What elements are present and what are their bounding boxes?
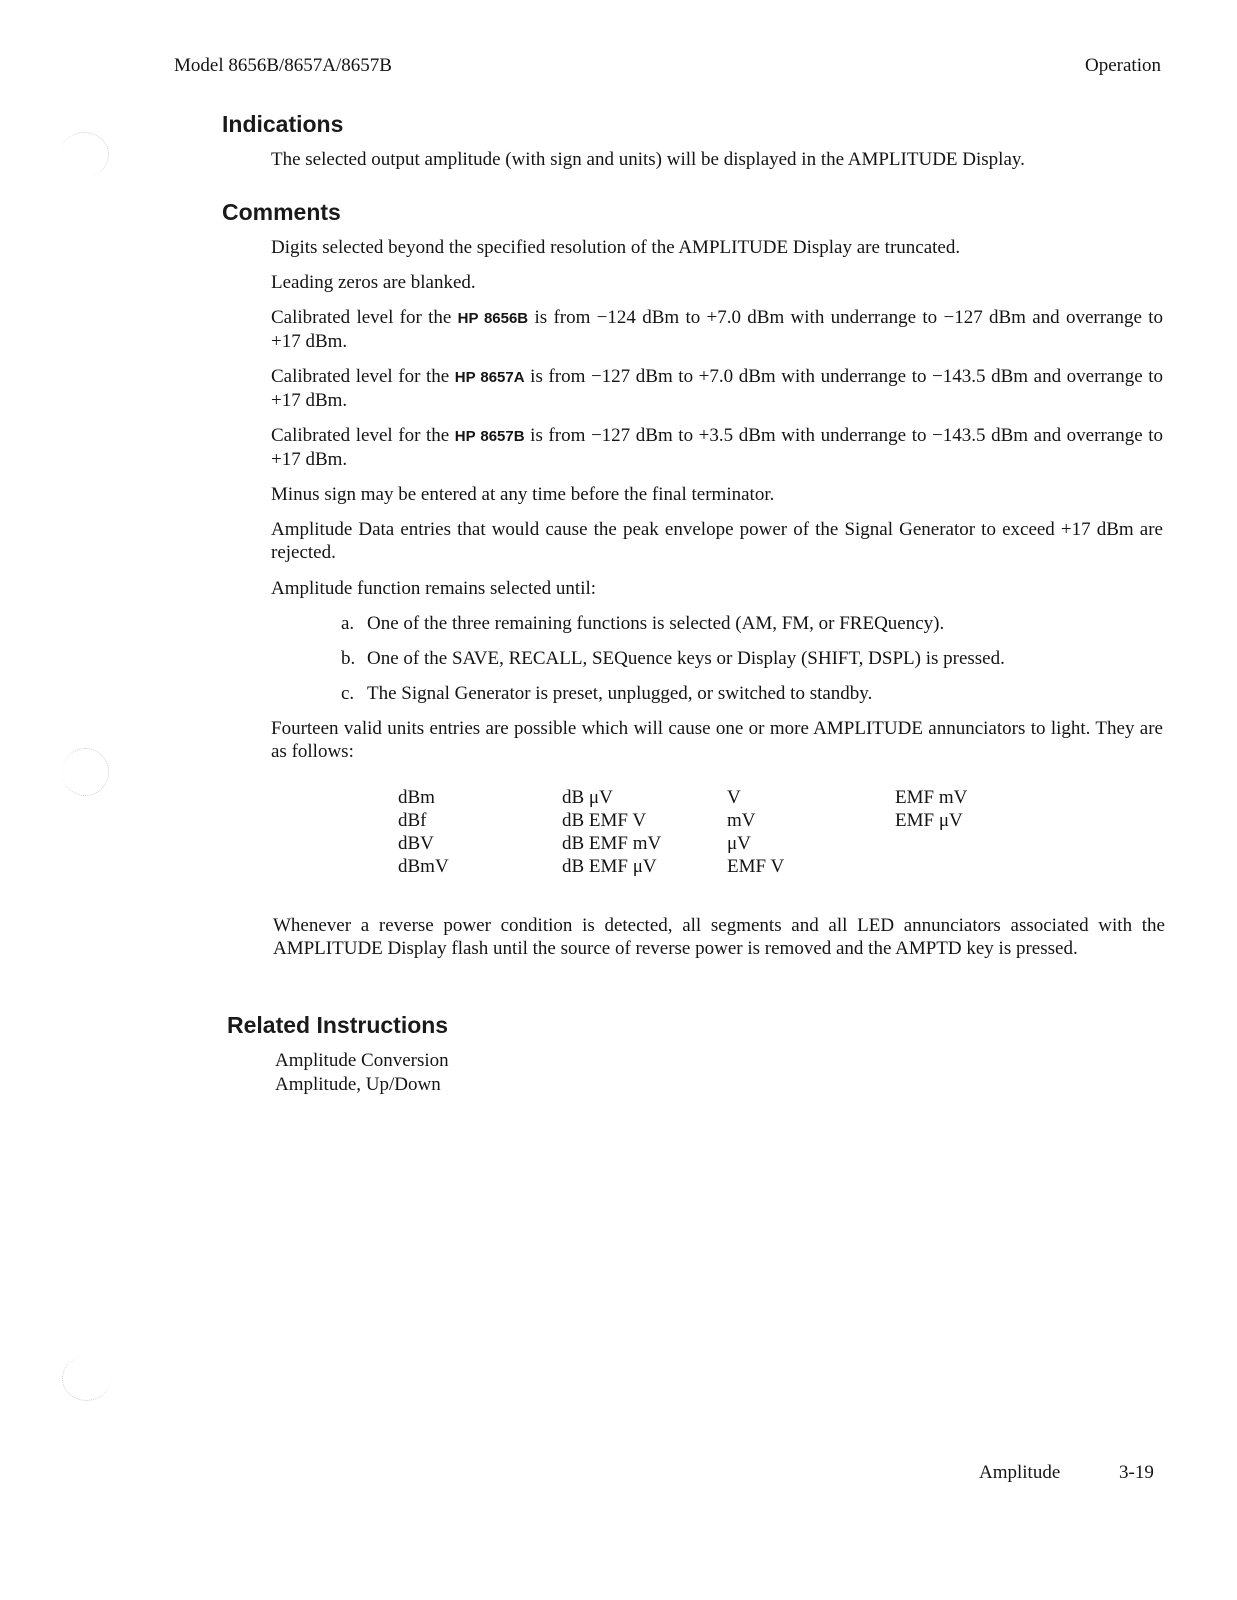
comment-cal-8656b <box>271 306 1163 353</box>
unit-entry: dBV <box>398 833 434 854</box>
list-letter: a. <box>341 613 355 634</box>
comment-minus-sign: Minus sign may be entered at any time before the final terminator. <box>271 484 775 505</box>
list-item <box>341 647 1005 670</box>
unit-entry: EMF mV <box>895 787 968 808</box>
list-item <box>341 682 872 705</box>
hole-shadow-middle <box>62 748 109 796</box>
unit-entry: dBmV <box>398 856 449 877</box>
comment-units-intro: Fourteen valid units entries are possible which will cause one or more AMPLITUDE annunciators to light. They are as follows: <box>271 718 1163 762</box>
unit-entry: EMF V <box>727 856 785 877</box>
list-letter: b. <box>341 648 356 669</box>
related-item: Amplitude, Up/Down <box>275 1074 441 1095</box>
unit-entry: dB EMF μV <box>562 856 657 877</box>
model-8657b: HP 8657B <box>454 428 525 445</box>
cal-prefix: Calibrated level for the <box>271 425 450 446</box>
cal-8657b-range: is from −127 dBm to +3.5 dBm with underrange to −143.5 dBm and overrange to +17 dBm. <box>271 425 1164 470</box>
unit-entry: μV <box>727 833 751 854</box>
comment-function-selected: Amplitude function remains selected until: <box>271 578 597 599</box>
list-text: One of the SAVE, RECALL, SEQuence keys or Display (SHIFT, DSPL) is pressed. <box>367 648 1005 669</box>
cal-8656b-range: is from −124 dBm to +7.0 dBm with underrange to −127 dBm and overrange to +17 dBm. <box>271 307 1164 352</box>
list-item <box>341 612 944 635</box>
related-heading: Related Instructions <box>227 1012 449 1038</box>
cal-prefix: Calibrated level for the <box>271 307 452 328</box>
cal-prefix: Calibrated level for the <box>271 366 450 387</box>
unit-entry: dBf <box>398 810 427 831</box>
cal-8657a-range: is from −127 dBm to +7.0 dBm with underrange to −143.5 dBm and overrange to +17 dBm. <box>271 366 1164 411</box>
units-column <box>895 786 967 832</box>
units-column <box>398 786 449 878</box>
footer-section-label: Amplitude <box>979 1462 1061 1483</box>
comments-heading: Comments <box>222 199 341 225</box>
units-column <box>727 786 784 878</box>
list-letter: c. <box>341 683 355 704</box>
comment-cal-8657a <box>271 365 1163 412</box>
comment-reverse-power: Whenever a reverse power condition is detected, all segments and all LED annunciators associated with the AMPLITUDE Display flash until the source of reverse power is removed and the AMPTD key is pressed. <box>273 915 1165 959</box>
unit-entry: dB μV <box>562 787 613 808</box>
header-section: Operation <box>1085 55 1161 76</box>
unit-entry: dB EMF mV <box>562 833 662 854</box>
comment-leading-zeros: Leading zeros are blanked. <box>271 272 476 293</box>
hole-shadow-top <box>60 132 109 177</box>
units-column <box>562 786 661 878</box>
indications-text: The selected output amplitude (with sign and units) will be displayed in the AMPLITUDE Display. <box>271 149 1025 170</box>
unit-entry: V <box>727 787 741 808</box>
comment-peak-envelope: Amplitude Data entries that would cause the peak envelope power of the Signal Generator to exceed +17 dBm are rejected. <box>271 519 1163 563</box>
list-text: One of the three remaining functions is selected (AM, FM, or FREQuency). <box>367 613 945 634</box>
indications-heading: Indications <box>222 111 344 137</box>
related-item: Amplitude Conversion <box>275 1050 449 1071</box>
unit-entry: dB EMF V <box>562 810 647 831</box>
model-8656b: HP 8656B <box>457 310 529 327</box>
unit-entry: dBm <box>398 787 435 808</box>
unit-entry: mV <box>727 810 756 831</box>
model-8657a: HP 8657A <box>454 369 525 386</box>
list-text: The Signal Generator is preset, unplugged, or switched to standby. <box>367 683 873 704</box>
comment-truncation: Digits selected beyond the specified resolution of the AMPLITUDE Display are truncated. <box>271 237 961 258</box>
unit-entry: EMF μV <box>895 810 963 831</box>
page-number: 3-19 <box>1119 1462 1154 1483</box>
hole-shadow-bottom <box>62 1356 111 1401</box>
comment-cal-8657b <box>271 424 1163 471</box>
header-model: Model 8656B/8657A/8657B <box>174 55 392 76</box>
